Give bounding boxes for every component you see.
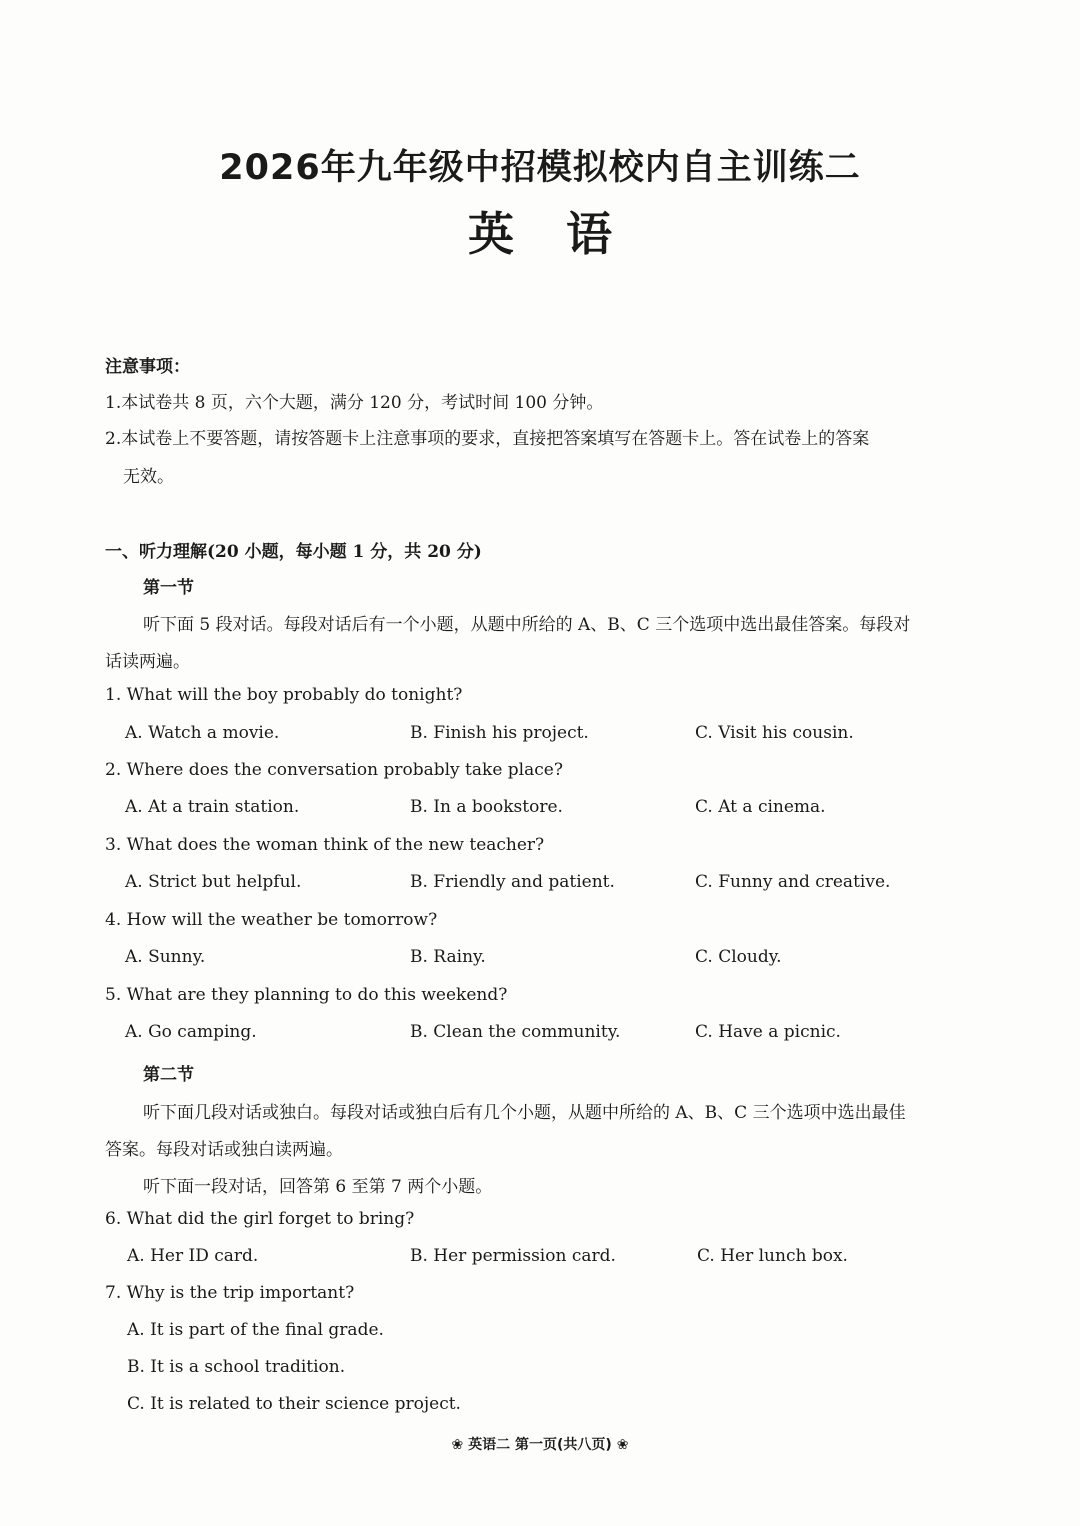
question-4-option-b: B. Rainy.: [410, 947, 486, 967]
question-5-option-c: C. Have a picnic.: [695, 1022, 841, 1042]
question-5-stem: 5. What are they planning to do this weekend?: [105, 985, 508, 1005]
question-3-stem: 3. What does the woman think of the new teacher?: [105, 835, 545, 855]
question-3-option-c: C. Funny and creative.: [695, 872, 891, 892]
question-5-option-b: B. Clean the community.: [410, 1022, 621, 1042]
part1-label: 第一节: [143, 578, 194, 598]
part1-instruction-line2: 话读两遍。: [105, 652, 190, 672]
question-2-stem: 2. Where does the conversation probably take place?: [105, 760, 563, 780]
question-3-option-a: A. Strict but helpful.: [125, 872, 302, 892]
question-1-option-b: B. Finish his project.: [410, 723, 589, 743]
notice-item-2-line1: 2.本试卷上不要答题，请按答题卡上注意事项的要求，直接把答案填写在答题卡上。答在试卷上的答案: [105, 429, 870, 449]
exam-title: 2026年九年级中招模拟校内自主训练二: [219, 148, 861, 188]
question-1-option-a: A. Watch a movie.: [125, 723, 280, 743]
notice-heading: 注意事项：: [105, 357, 190, 377]
question-4-option-a: A. Sunny.: [125, 947, 206, 967]
question-2-option-b: B. In a bookstore.: [410, 797, 563, 817]
question-4-stem: 4. How will the weather be tomorrow?: [105, 910, 438, 930]
question-7-option-b: B. It is a school tradition.: [127, 1357, 346, 1377]
question-6-option-c: C. Her lunch box.: [697, 1246, 848, 1266]
part2-instruction-line1: 听下面几段对话或独白。每段对话或独白后有几个小题，从题中所给的 A、B、C 三个选项中选出最佳: [143, 1103, 906, 1123]
question-7-option-c: C. It is related to their science project.: [127, 1394, 461, 1414]
question-2-option-a: A. At a train station.: [125, 797, 300, 817]
question-7-option-a: A. It is part of the final grade.: [127, 1320, 384, 1340]
section1-heading: 一、听力理解(20 小题，每小题 1 分，共 20 分): [105, 542, 482, 562]
part2-instruction-line2: 答案。每段对话或独白读两遍。: [105, 1140, 343, 1160]
notice-item-1: 1.本试卷共 8 页，六个大题，满分 120 分，考试时间 100 分钟。: [105, 393, 604, 413]
part2-label: 第二节: [143, 1065, 194, 1085]
question-1-option-c: C. Visit his cousin.: [695, 723, 854, 743]
notice-item-2-line2: 无效。: [123, 467, 174, 487]
part2-sub-instruction: 听下面一段对话，回答第 6 至第 7 两个小题。: [143, 1177, 493, 1197]
question-2-option-c: C. At a cinema.: [695, 797, 826, 817]
question-6-option-b: B. Her permission card.: [410, 1246, 616, 1266]
page-footer: ❀ 英语二 第一页(共八页) ❀: [451, 1437, 629, 1453]
question-4-option-c: C. Cloudy.: [695, 947, 782, 967]
question-6-stem: 6. What did the girl forget to bring?: [105, 1209, 415, 1229]
question-5-option-a: A. Go camping.: [125, 1022, 257, 1042]
question-3-option-b: B. Friendly and patient.: [410, 872, 615, 892]
question-6-option-a: A. Her ID card.: [127, 1246, 259, 1266]
question-1-stem: 1. What will the boy probably do tonight?: [105, 685, 463, 705]
part1-instruction-line1: 听下面 5 段对话。每段对话后有一个小题，从题中所给的 A、B、C 三个选项中选出最佳答案。每段对: [143, 615, 911, 635]
subject-title: 英语: [468, 207, 664, 261]
question-7-stem: 7. Why is the trip important?: [105, 1283, 355, 1303]
